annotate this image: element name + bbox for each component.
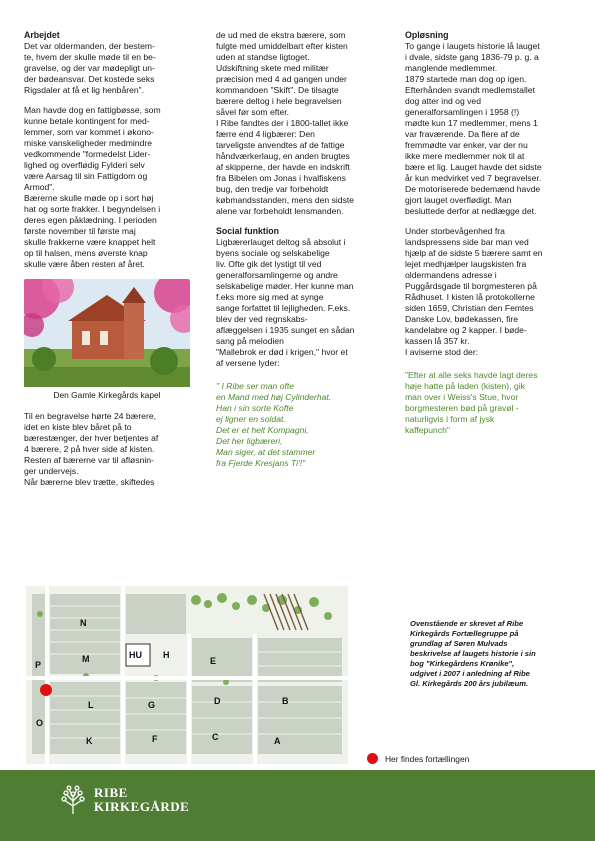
map-label: E xyxy=(210,656,217,666)
author-credit: Ovenstående er skrevet af Ribe Kirkegårds Fortællegruppe på grundlag af Søren Mulvads beskrivelse af laugets historie i sin bog "Kirkegårdens Krønike", udgivet i 2007 i anledning af Ribe Gl. Kirkegårds 200 års jubilæum. xyxy=(410,619,536,688)
map-label: O xyxy=(36,718,44,728)
map-label: G xyxy=(148,700,156,710)
paragraph: Man havde dog en fattigbøsse, som kunne betale kontingent for med- lemmer, som var kommet i økono- miske vanskeligheder medmindre vedkommende "formedelst Lider- lighed og overflødig Fylderi selv være Aarsag til sin Fattigdom og Armod". Bærerne skulle møde op i sort høj hat og sorte frakker. I begyndelsen i deres egen påklædning. I perioden første november til første maj skulle frakkerne være knappet helt op til halsen, mens øverste knap skulle være åben resten af året. xyxy=(24,105,161,269)
paragraph: To gange i laugets historie lå lauget i dvale, sidste gang 1836-79 p. g. a manglende medlemmer. 1879 startede man dog op igen. Efterhånden svandt medlemstallet dog atter ind og ved generalforsamlingen i 1958 (!) mødte kun 17 medlemmer, mens 1 var fraværende. Da flere af de fremmødte var enker, var der nu ikke mere medlemmer nok til at bære et lig. Lauget havde det sidste år kun medvirket ved 7 begravelser. De motoriserede bedemænd havde gjort lauget overflødigt. Man besluttede derfor at nedlægge det. xyxy=(405,41,542,216)
map-label: N xyxy=(80,618,87,628)
paragraph: Under storbevågenhed fra landspressens side bar man ved hjælp af de sidste 5 bærere samt en lejet medhjælper laugskisten fra oldermandens adresse i Puggårdsgade til borgmesteren på Rådhuset. I kisten lå protokollerne siden 1659, Christian den Femtes Danske Lov, bødekassen, fire kandelabre og 2 kapper. I bøde- kassen lå 357 kr. I aviserne stod der: xyxy=(405,226,543,357)
map-label: B xyxy=(282,696,289,706)
map-label: K xyxy=(86,736,93,746)
heading-social-funktion: Social funktion xyxy=(216,226,280,236)
ribe-kirkegaarde-logo xyxy=(60,785,189,815)
chapel-photo xyxy=(24,279,190,387)
photo-caption: Den Gamle Kirkegårds kapel xyxy=(53,390,161,400)
story-location-marker xyxy=(40,684,52,696)
map-svg xyxy=(26,586,348,764)
map-label: P xyxy=(35,660,42,670)
map-label: C xyxy=(212,732,219,742)
paragraph: Ligbærerlauget deltog så absolut i byens sociale og selskabelige liv. Ofte gik det lystigt til ved generalforsamlingerne og andre selskabelige møder. Her kunne man f.eks more sig med at synge sange forfattet til lejligheden. F.eks. blev der ved regnskabs- aflæggelsen i 1935 sunget en sådan sang på melodien "Mallebrok er død i krigen," hvor et af versene lyder: xyxy=(216,237,355,368)
red-dot-icon xyxy=(367,753,378,764)
map-label: A xyxy=(274,736,281,746)
song-verse: " I Ribe ser man ofte en Mand med høj Cylinderhat. Han i sin sorte Kofte ej ligner en soldat. Det er et helt Kompagni, Det her ligbæreri, Man siger, at det stammer fra Fjerde Kresjans Ti'!" xyxy=(216,381,332,468)
map-label: HU xyxy=(129,650,142,660)
newspaper-quote: "Efter at alle seks havde lagt deres høje hatte på laden (kisten), gik man over i Weiss's Stue, hvor borgmesteren bød på gravøl - naturligvis i form af jysk kaffepunch" xyxy=(405,370,538,435)
heading-oplosning: Opløsning xyxy=(405,30,449,40)
logo-line-2: KIRKEGÅRDE xyxy=(94,799,190,814)
map-label: D xyxy=(214,696,221,706)
heading-arbejdet: Arbejdet xyxy=(24,30,60,40)
paragraph: Til en begravelse hørte 24 bærere, idet en kiste blev båret på to bærestænger, der hver betjentes af 4 bærere, 2 på hver side af kisten. Resten af bærerne var til afløsnin- ger undervejs. Når bærerne blev trætte, skiftedes xyxy=(24,411,159,487)
legend-label: Her findes fortællingen xyxy=(385,753,470,764)
column-left xyxy=(24,30,190,497)
map-label: L xyxy=(88,700,94,710)
paragraph: Det var oldermanden, der bestem- te, hvem der skulle møde til en be- gravelse, og der var mødepligt un- der bødeansvar. Det kostede seks Rigsdaler at få et lig henbåren". xyxy=(24,41,156,95)
map-label: F xyxy=(152,734,158,744)
logo-line-1: RIBE xyxy=(94,785,128,800)
paragraph: de ud med de ekstra bærere, som fulgte med umiddelbart efter kisten uden at standse ligtoget. Udskiftning skete med militær præcision med 4 ad gangen under kommandoen "Skift". De tilsagte bærere deltog i hele begravelsen såvel før som efter. I Ribe fandtes der i 1800-tallet ikke færre end 4 ligbærer: Den tarveligste anvendtes af de fattige håndværkerlaug, en anden brugtes af skipperne, der havde en indskrift fra Bibelen om Jonas i hvalfiskens bug, den tredje var forbeholdt købmandsstanden, mens den sidste alene var forbeholdt lensmanden. xyxy=(216,30,355,216)
map-label: M xyxy=(82,654,90,664)
tree-icon xyxy=(60,785,86,815)
map-legend xyxy=(367,753,469,764)
column-right xyxy=(405,30,575,436)
column-middle xyxy=(216,30,384,469)
map-label: H xyxy=(163,650,170,660)
cemetery-map xyxy=(26,586,348,764)
